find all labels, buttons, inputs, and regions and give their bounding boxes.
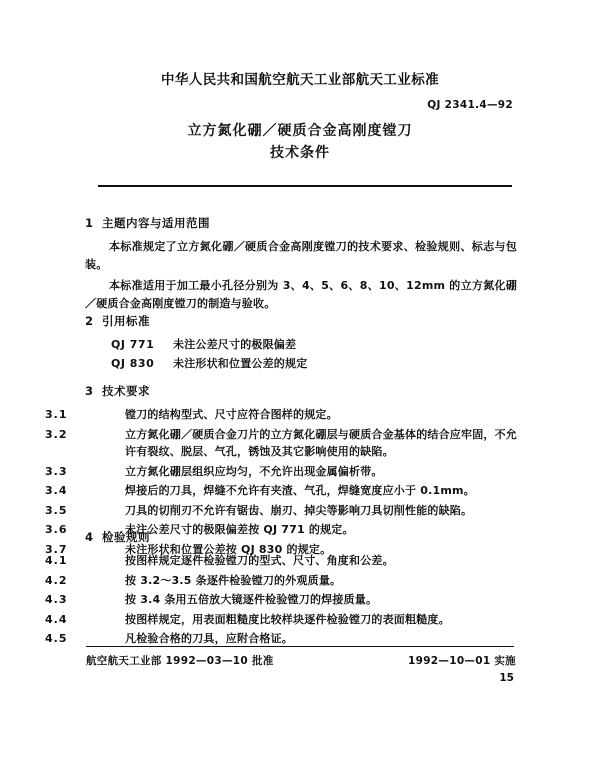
clause-text: 焊接后的刀具，焊缝不允许有夹渣、气孔，焊缝宽度应小于 0.1mm。: [125, 484, 475, 497]
clause-text: 未注形状和位置公差按 QJ 830 的规定。: [125, 542, 332, 556]
masthead-block: [85, 0, 515, 164]
approval-text: 航空航天工业部 1992—03—10 批准: [86, 655, 274, 667]
clause-number: 3.2: [45, 427, 68, 441]
reference-title: 未注形状和位置公差的规定: [173, 357, 308, 370]
standard-number: QJ 2341.4—92: [427, 99, 513, 111]
section-1-number: 1: [85, 216, 94, 230]
clause-text: 凡检验合格的刀具，应附合格证。: [125, 632, 293, 645]
issuer-line: 中华人民共和国航空航天工业部航天工业标准: [161, 72, 439, 88]
section-2-heading: [85, 313, 517, 329]
section-1-paragraph-1: 本标准规定了立方氮化硼／硬质合金高刚度镗刀的技术要求、检验规则、标志与包装。: [85, 240, 517, 271]
reference-code: QJ 830: [111, 357, 155, 370]
clause-text: 镗刀的结构型式、尺寸应符合图样的规定。: [125, 408, 338, 421]
footer-divider: [86, 646, 514, 647]
clause-number: 3.1: [45, 408, 68, 421]
section-2-number: 2: [85, 314, 94, 328]
clause-number: 3.6: [45, 523, 68, 536]
implementation-text: 1992—10—01 实施: [407, 655, 516, 667]
reference-item: [85, 336, 517, 354]
section-2-title: 引用标准: [102, 314, 150, 328]
section-4-title: 检验规则: [102, 530, 150, 544]
clause-item: [45, 406, 517, 424]
page-footer: [86, 653, 516, 668]
clause-number: 4.2: [45, 573, 68, 587]
section-2: [85, 300, 517, 374]
clause-text: 按图样规定，用表面粗糙度比较样块逐件检验镗刀的表面粗糙度。: [125, 612, 450, 626]
clause-number: 4.1: [45, 554, 68, 567]
clause-number: 4.3: [45, 593, 68, 606]
reference-code: QJ 771: [111, 338, 155, 351]
clause-item: [45, 630, 517, 648]
clause-item: [45, 463, 517, 481]
clause-text: 未注公差尺寸的极限偏差按 QJ 771 的规定。: [125, 523, 354, 536]
clause-text: 刀具的切削刃不允许有锯齿、崩刃、掉尖等影响刀具切削性能的缺陷。: [125, 503, 473, 517]
document-title-line-2: 技术条件: [270, 145, 330, 161]
clause-item: [45, 611, 517, 629]
clause-item: [45, 552, 517, 570]
page-number: 15: [499, 672, 514, 684]
clause-item: [45, 572, 517, 590]
clause-text: 立方氮化硼层组织应均匀，不允许出现金属偏析带。: [125, 464, 383, 478]
clause-text: 按 3.2～3.5 条逐件检验镗刀的外观质量。: [125, 573, 342, 587]
document-title: [85, 120, 515, 164]
clause-number: 3.7: [45, 542, 68, 556]
clause-item: [45, 591, 517, 609]
section-3-heading: [85, 383, 517, 399]
section-1-title: 主题内容与适用范围: [102, 216, 210, 230]
section-1-heading: [85, 215, 517, 231]
clause-item: [45, 426, 517, 461]
clause-text: 按 3.4 条用五倍放大镜逐件检验镗刀的焊接质量。: [125, 593, 378, 606]
clause-text: 按图样规定逐件检验镗刀的型式、尺寸、角度和公差。: [125, 554, 394, 567]
clause-number: 3.5: [45, 503, 68, 517]
section-4-heading: [85, 529, 517, 545]
section-3-title: 技术要求: [102, 384, 150, 398]
section-1-paragraph-2: 本标准适用于加工最小孔径分别为 3、4、5、6、8、10、12mm 的立方氮化硼／硬质合金高刚度镗刀的制造与验收。: [85, 279, 517, 310]
clause-number: 3.3: [45, 464, 68, 478]
document-title-line-1: 立方氮化硼／硬质合金高刚度镗刀: [187, 123, 413, 139]
section-1: [85, 202, 517, 316]
header-divider: [98, 185, 512, 187]
section-3-number: 3: [85, 384, 94, 398]
clause-number: 4.4: [45, 612, 68, 626]
clause-item: [45, 482, 517, 500]
reference-title: 未注公差尺寸的极限偏差: [173, 338, 297, 351]
section-4-number: 4: [85, 530, 94, 544]
clause-number: 3.4: [45, 484, 68, 497]
clause-text: 立方氮化硼／硬质合金刀片的立方氮化硼层与硬质合金基体的结合应牢固，不允许有裂纹、脱层、气孔，锈蚀及其它影响使用的缺陷。: [125, 427, 517, 458]
clause-number: 4.5: [45, 632, 68, 645]
